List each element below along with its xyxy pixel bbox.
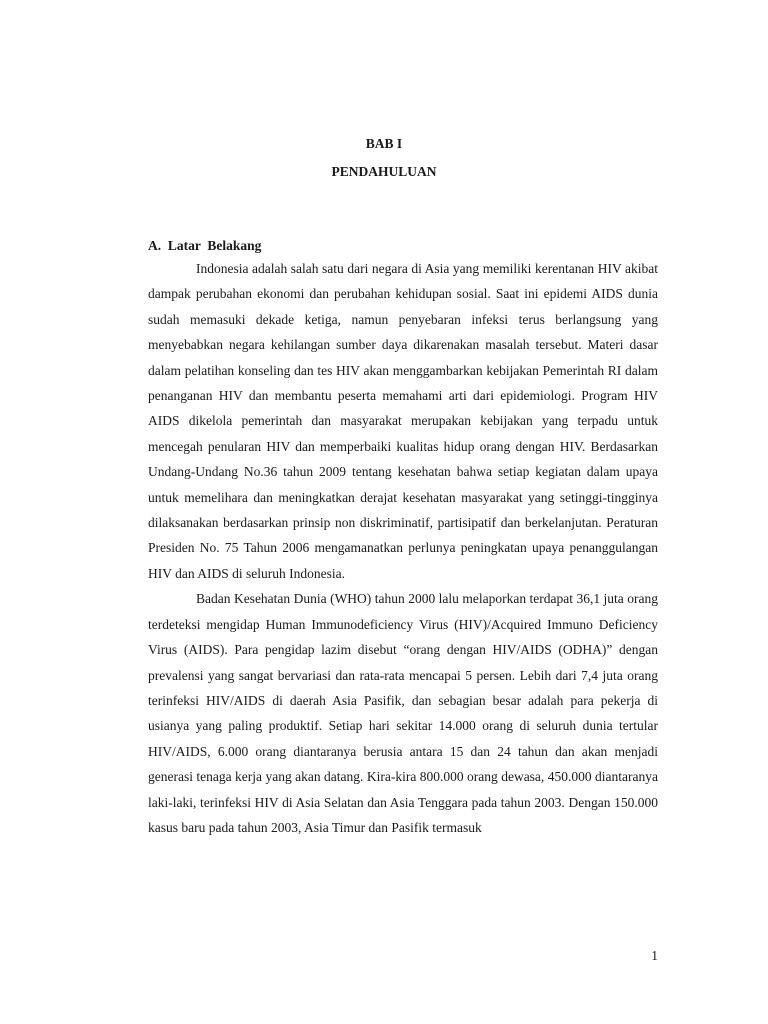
paragraph: Badan Kesehatan Dunia (WHO) tahun 2000 lalu melaporkan terdapat 36,1 juta orang terdeteksi mengidap Human Immunodeficiency Virus (HIV)/Acquired Immuno Deficiency Virus (AIDS). Para pengidap lazim disebut “orang dengan HIV/AIDS (ODHA)” dengan prevalensi yang sangat bervariasi dan rata-rata mencapai 5 persen. Lebih dari 7,4 juta orang terinfeksi HIV/AIDS di daerah Asia Pasifik, dan sebagian besar adalah para pekerja di usianya yang paling produktif. Setiap hari sekitar 14.000 orang di seluruh dunia tertular HIV/AIDS, 6.000 orang diantaranya berusia antara 15 dan 24 tahun dan akan menjadi generasi tenaga kerja yang akan datang. Kira-kira 800.000 orang dewasa, 450.000 diantaranya laki-laki, terinfeksi HIV di Asia Selatan dan Asia Tenggara pada tahun 2003. Dengan 150.000 kasus baru pada tahun 2003, Asia Timur dan Pasifik termasuk [148,591,658,835]
chapter-title: PENDAHULUAN [331,164,437,179]
body-text [148,256,658,840]
paragraph: Indonesia adalah salah satu dari negara di Asia yang memiliki kerentanan HIV akibat dampak perubahan ekonomi dan perubahan kehidupan sosial. Saat ini epidemi AIDS dunia sudah memasuki dekade ketiga, namun penyebaran infeksi terus berlangsung yang menyebabkan negara kehilangan sumber daya dikarenakan masalah tersebut. Materi dasar dalam pelatihan konseling dan tes HIV akan menggambarkan kebijakan Pemerintah RI dalam penanganan HIV dan membantu peserta memahami arti dari epidemiologi. Program HIV AIDS dikelola pemerintah dan masyarakat merupakan kebijakan yang terpadu untuk mencegah penularan HIV dan memperbaiki kualitas hidup orang dengan HIV. Berdasarkan Undang-Undang No.36 tahun 2009 tentang kesehatan bahwa setiap kegiatan dalam upaya untuk memelihara dan meningkatkan derajat kesehatan masyarakat yang setinggi-tingginya dilaksanakan berdasarkan prinsip non diskriminatif, partisipatif dan berkelanjutan. Peraturan Presiden No. 75 Tahun 2006 mengamanatkan perlunya peningkatan upaya penanggulangan HIV dan AIDS di seluruh Indonesia. [148,261,658,581]
chapter-number: BAB I [365,136,403,151]
section-heading: A. Latar Belakang [148,238,262,253]
page-number: 1 [651,948,658,963]
